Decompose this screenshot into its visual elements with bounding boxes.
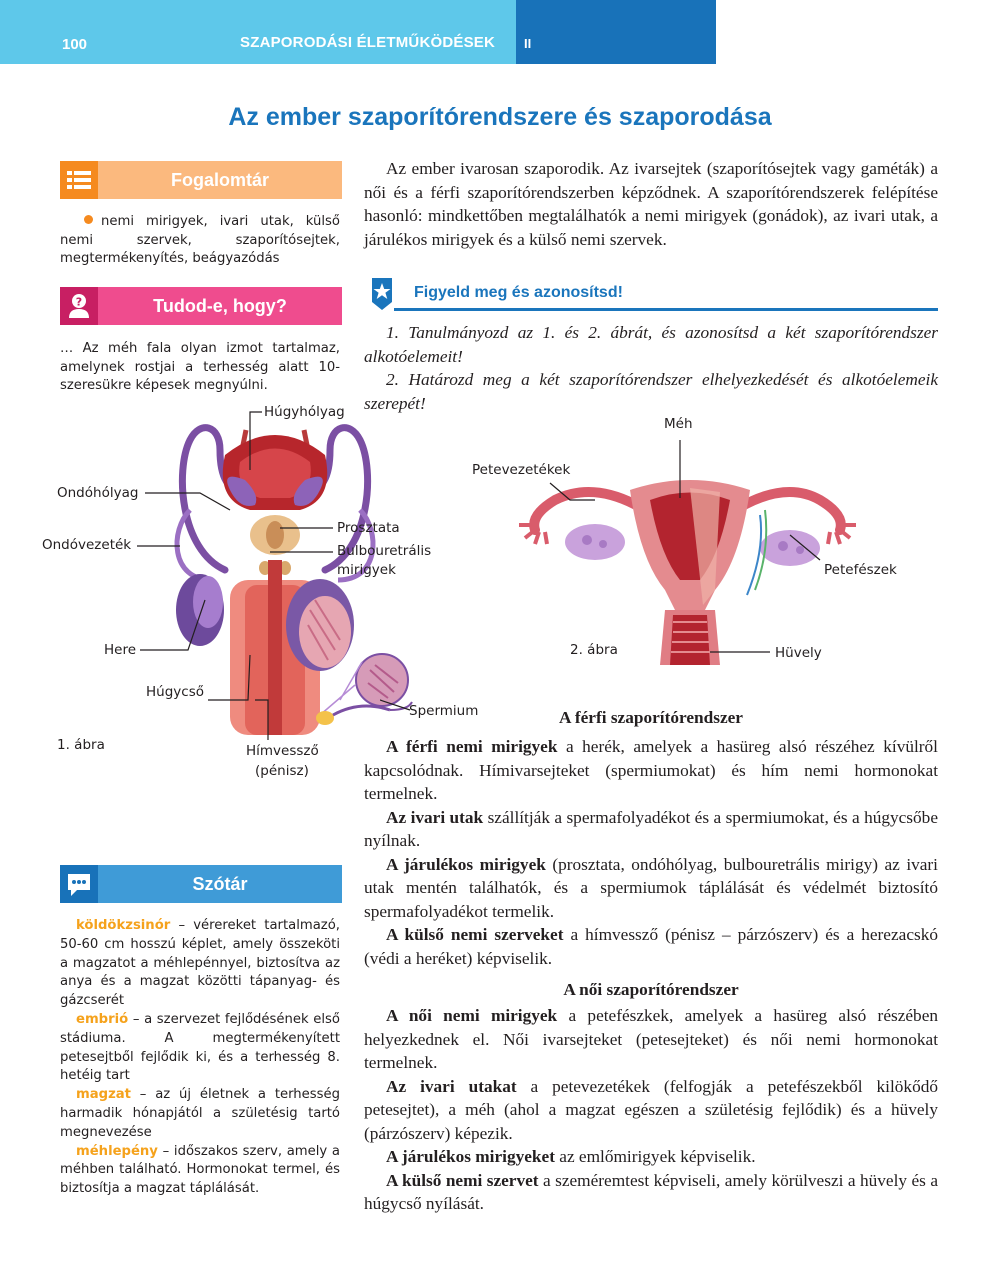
szotar-label: Szótár [192,874,248,894]
task-rule [394,308,938,311]
bullet-dot-icon [84,215,93,224]
male-paragraph: A külső nemi szerveket a hímvessző (pénisz – párzószerv) és a herezacskó (védi a heréket) képviselik. [364,925,938,968]
task-header [366,278,938,314]
female-paragraph: A külső nemi szervet a szeméremtest képviseli, amely körülveszi a hüvely és a húgycső nyílását. [364,1170,938,1213]
label-meh: Méh [664,416,693,432]
question-person-icon [60,287,98,325]
male-heading: A férfi szaporítórendszer [559,708,743,727]
figure1-caption: 1. ábra [57,737,105,753]
intro-paragraph [364,157,938,251]
label-spermium: Spermium [409,703,479,719]
speech-bubble-icon [60,865,98,903]
fogalomtar-label: Fogalomtár [170,170,269,190]
label-petevezetekek: Petevezetékek [472,462,571,478]
chapter-number: II [524,36,532,51]
label-here: Here [104,642,137,658]
header-bar-dark [516,0,716,64]
label-ondovezetek: Ondóvezeték [42,537,132,553]
figure2-caption: 2. ábra [570,642,618,658]
male-paragraph: A férfi nemi mirigyek a herék, amelyek a hasüreg alsó részéhez kívülről kapcsolódnak. Hímivarsejteket (spermiumokat) és hím nemi hormonokat termelnek. [364,737,938,803]
label-huvely: Hüvely [775,645,822,661]
task-list [364,321,938,415]
female-paragraph: A járulékos mirigyeket az emlőmirigyek képviselik. [386,1147,756,1166]
tudod-bar [60,287,342,325]
male-paragraph: Az ivari utak szállítják a spermafolyadékot és a spermiumokat, és a húgycsőbe nyílnak. [364,807,938,850]
szotar-entries [60,917,340,1199]
szotar-entry: embrió – a szervezet fejlődésének első stádiuma. A megtermékenyített petesejtből fejlődik ki, és a terhesség 8. hetéig tart [60,1011,340,1084]
female-paragraph: Az ivari utakat a petevezetékek (felfogják a petefészekből kilökődő petesejtet), a méh (ahol a magzat egészen a születésig fejlődik) és a hüvely (párzószerv) képezik. [364,1076,938,1143]
szotar-entry: méhlepény – időszakos szerv, amely a méhben található. Hormonokat termel, és biztosítja a magzat táplálását. [60,1143,340,1197]
figure2-leader-lines [500,420,900,670]
male-paragraph: A járulékos mirigyek (prosztata, ondóhólyag, bulbouretrális mirigy) az ivari utak mentén találhatók, és a spermiumok táplálását és védelmét biztosító spermafolyadékot termelik. [364,854,938,921]
page-title: Az ember szaporítórendszere és szaporodása [228,103,772,131]
label-petefeszek: Petefészek [824,562,897,578]
tudod-text: … Az méh fala olyan izmot tartalmaz, amelynek rostjai a terhesség alatt 10-szeresükre képesek megnyúlni. [60,341,340,393]
female-paragraphs [364,1004,938,1216]
fogalomtar-text [60,213,340,269]
label-himvesszo: Hímvessző [246,743,319,759]
fogalomtar-terms: nemi mirigyek, ivari utak, külső nemi szervek, szaporítósejtek, megtermékenyítés, beágyazódás [60,214,340,266]
label-penisz: (pénisz) [255,763,309,779]
label-prosztata: Prosztata [337,520,400,536]
szotar-entry: magzat – az új életnek a terhesség harmadik hónapjától a születésig tartó megnevezése [60,1087,340,1140]
label-ondoholyag: Ondóhólyag [57,485,139,501]
label-hugyholyag: Húgyhólyag [264,404,345,420]
male-paragraphs [364,735,938,970]
szotar-bar [60,865,342,903]
header-bar-light [0,0,516,64]
page-number: 100 [62,36,88,53]
svg-text:?: ? [75,295,83,309]
label-bulbouretralis: Bulbouretrális [337,543,432,559]
task-title: Figyeld meg és azonosítsd! [414,284,623,301]
list-icon [60,161,98,199]
task-item: 2. Határozd meg a két szaporítórendszer elhelyezkedését és alkotóelemeik szerepét! [364,370,938,413]
label-hugycso: Húgycső [146,684,204,700]
task-item: 1. Tanulmányozd az 1. és 2. ábrát, és azonosítsd a két szaporítórendszer alkotóelemeit! [364,323,938,366]
szotar-entry: köldökzsinór – vérereket tartalmazó, 50-60 cm hosszú képlet, amely összeköti a magzatot a méhlepénnyel, biztosítva az anya és a magzat közötti tápanyag- és gázcserét [60,918,340,1009]
fogalomtar-bar [60,161,342,199]
chapter-title: SZAPORODÁSI ÉLETMŰKÖDÉSEK [240,34,496,51]
tudod-label: Tudod-e, hogy? [153,296,287,316]
female-heading: A női szaporítórendszer [563,980,739,999]
intro-text: Az ember ivarosan szaporodik. Az ivarsejtek (szaporítósejtek vagy gaméták) a női és a férfi szaporítórendszerben képződnek. A szaporítórendszerek felépítése hasonló: mindkettőben megtalálhatók a nemi mirigyek (gonádok), az ivari utak, a járulékos mirigyek és a külső nemi szervek. [364,159,938,249]
label-bulbouretralis-mirigyek: mirigyek [337,562,396,578]
female-paragraph: A női nemi mirigyek a petefészkek, amelyek a hasüreg alsó részében helyezkednek el. Női ivarsejteket (petesejteket) és női nemi hormonokat termelnek. [364,1006,939,1072]
